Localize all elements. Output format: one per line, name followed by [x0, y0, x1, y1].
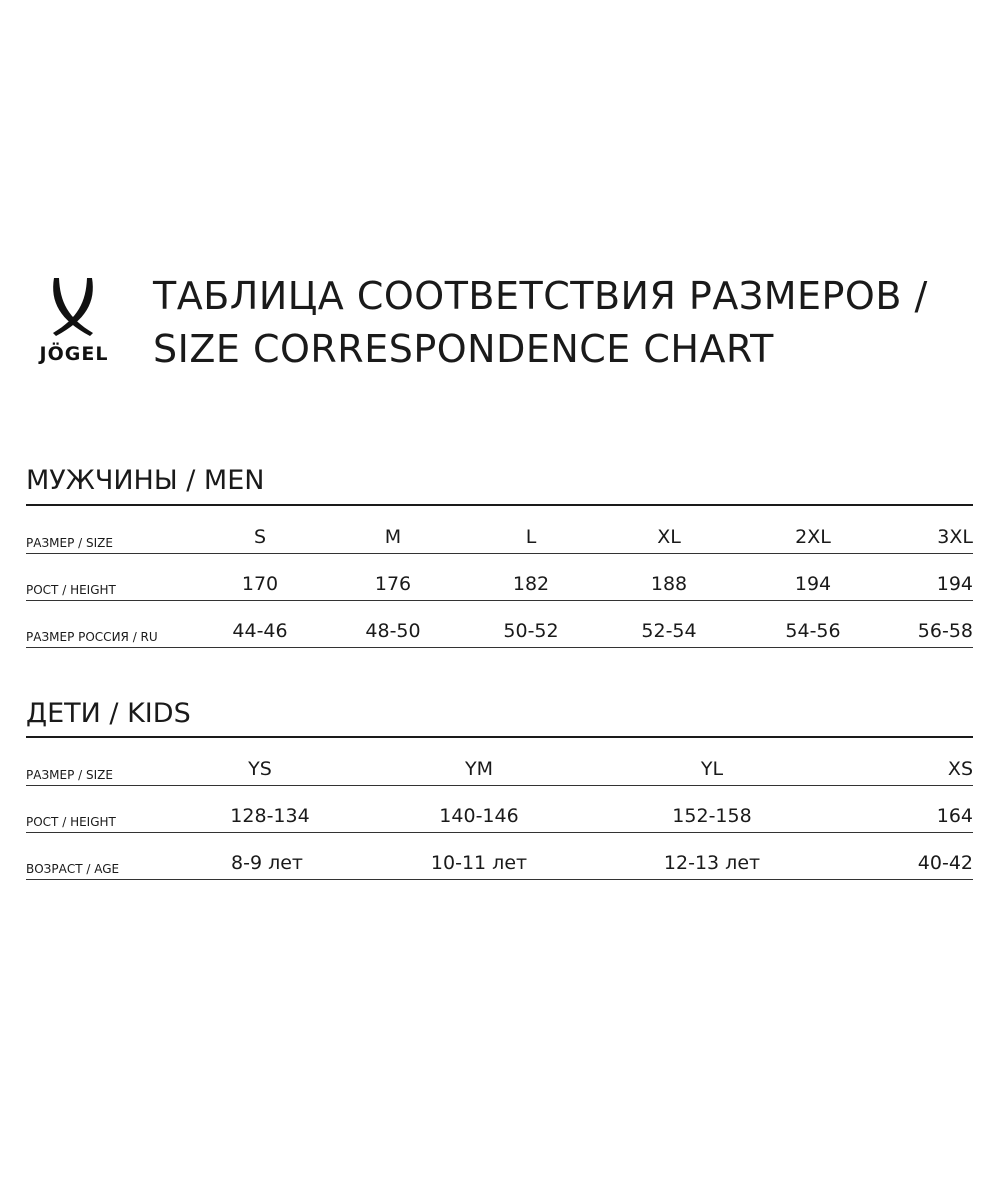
jogel-emblem-icon: [50, 276, 96, 338]
row-label: РОСТ / HEIGHT: [26, 583, 116, 597]
table-cell: L: [525, 526, 537, 548]
table-cell: 12-13 лет: [663, 852, 761, 874]
table-cell: 52-54: [641, 620, 697, 642]
row-label: ВОЗРАСТ / AGE: [26, 862, 120, 876]
table-cell: 170: [241, 573, 279, 595]
table-cell: 194: [936, 573, 973, 595]
table-cell: 164: [936, 805, 973, 827]
table-cell: 56-58: [917, 620, 973, 642]
table-cell: 2XL: [795, 526, 831, 548]
table-cell: 188: [650, 573, 688, 595]
brand-logo: [24, 276, 124, 372]
table-cell: S: [253, 526, 267, 548]
table-cell: 152-158: [672, 805, 752, 827]
table-cell: 182: [512, 573, 550, 595]
table-cell: 48-50: [365, 620, 421, 642]
row-label: РАЗМЕР / SIZE: [26, 536, 113, 550]
table-cell: 50-52: [503, 620, 559, 642]
table-cell: XS: [947, 758, 973, 780]
page-title-line-ru: ТАБЛИЦА СООТВЕТСТВИЯ РАЗМЕРОВ /: [153, 274, 928, 318]
table-cell: 54-56: [785, 620, 841, 642]
kids-size-row: [26, 738, 973, 786]
table-cell: 44-46: [232, 620, 288, 642]
men-ru-size-row: [26, 600, 973, 648]
table-cell: XL: [657, 526, 681, 548]
table-cell: 10-11 лет: [430, 852, 528, 874]
kids-height-row: [26, 785, 973, 833]
table-cell: 194: [794, 573, 832, 595]
row-label: РАЗМЕР РОССИЯ / RU: [26, 630, 158, 644]
row-label: РОСТ / HEIGHT: [26, 815, 116, 829]
men-size-row: [26, 506, 973, 554]
page-title-line-en: SIZE CORRESPONDENCE CHART: [153, 327, 774, 371]
kids-age-row: [26, 832, 973, 880]
table-cell: 128-134: [230, 805, 310, 827]
row-label: РАЗМЕР / SIZE: [26, 768, 113, 782]
page-title: [153, 270, 993, 376]
table-cell: YS: [248, 758, 272, 780]
table-cell: 8-9 лет: [231, 852, 303, 874]
logo-wordmark: JÖGEL: [39, 343, 109, 365]
table-cell: 140-146: [439, 805, 519, 827]
kids-section-title: ДЕТИ / KIDS: [26, 698, 191, 729]
men-height-row: [26, 553, 973, 601]
table-cell: 40-42: [917, 852, 973, 874]
table-cell: 3XL: [937, 526, 973, 548]
table-cell: 176: [374, 573, 412, 595]
men-section-title: МУЖЧИНЫ / MEN: [26, 465, 265, 496]
table-cell: YL: [700, 758, 724, 780]
table-cell: M: [384, 526, 402, 548]
table-cell: YM: [465, 758, 493, 780]
